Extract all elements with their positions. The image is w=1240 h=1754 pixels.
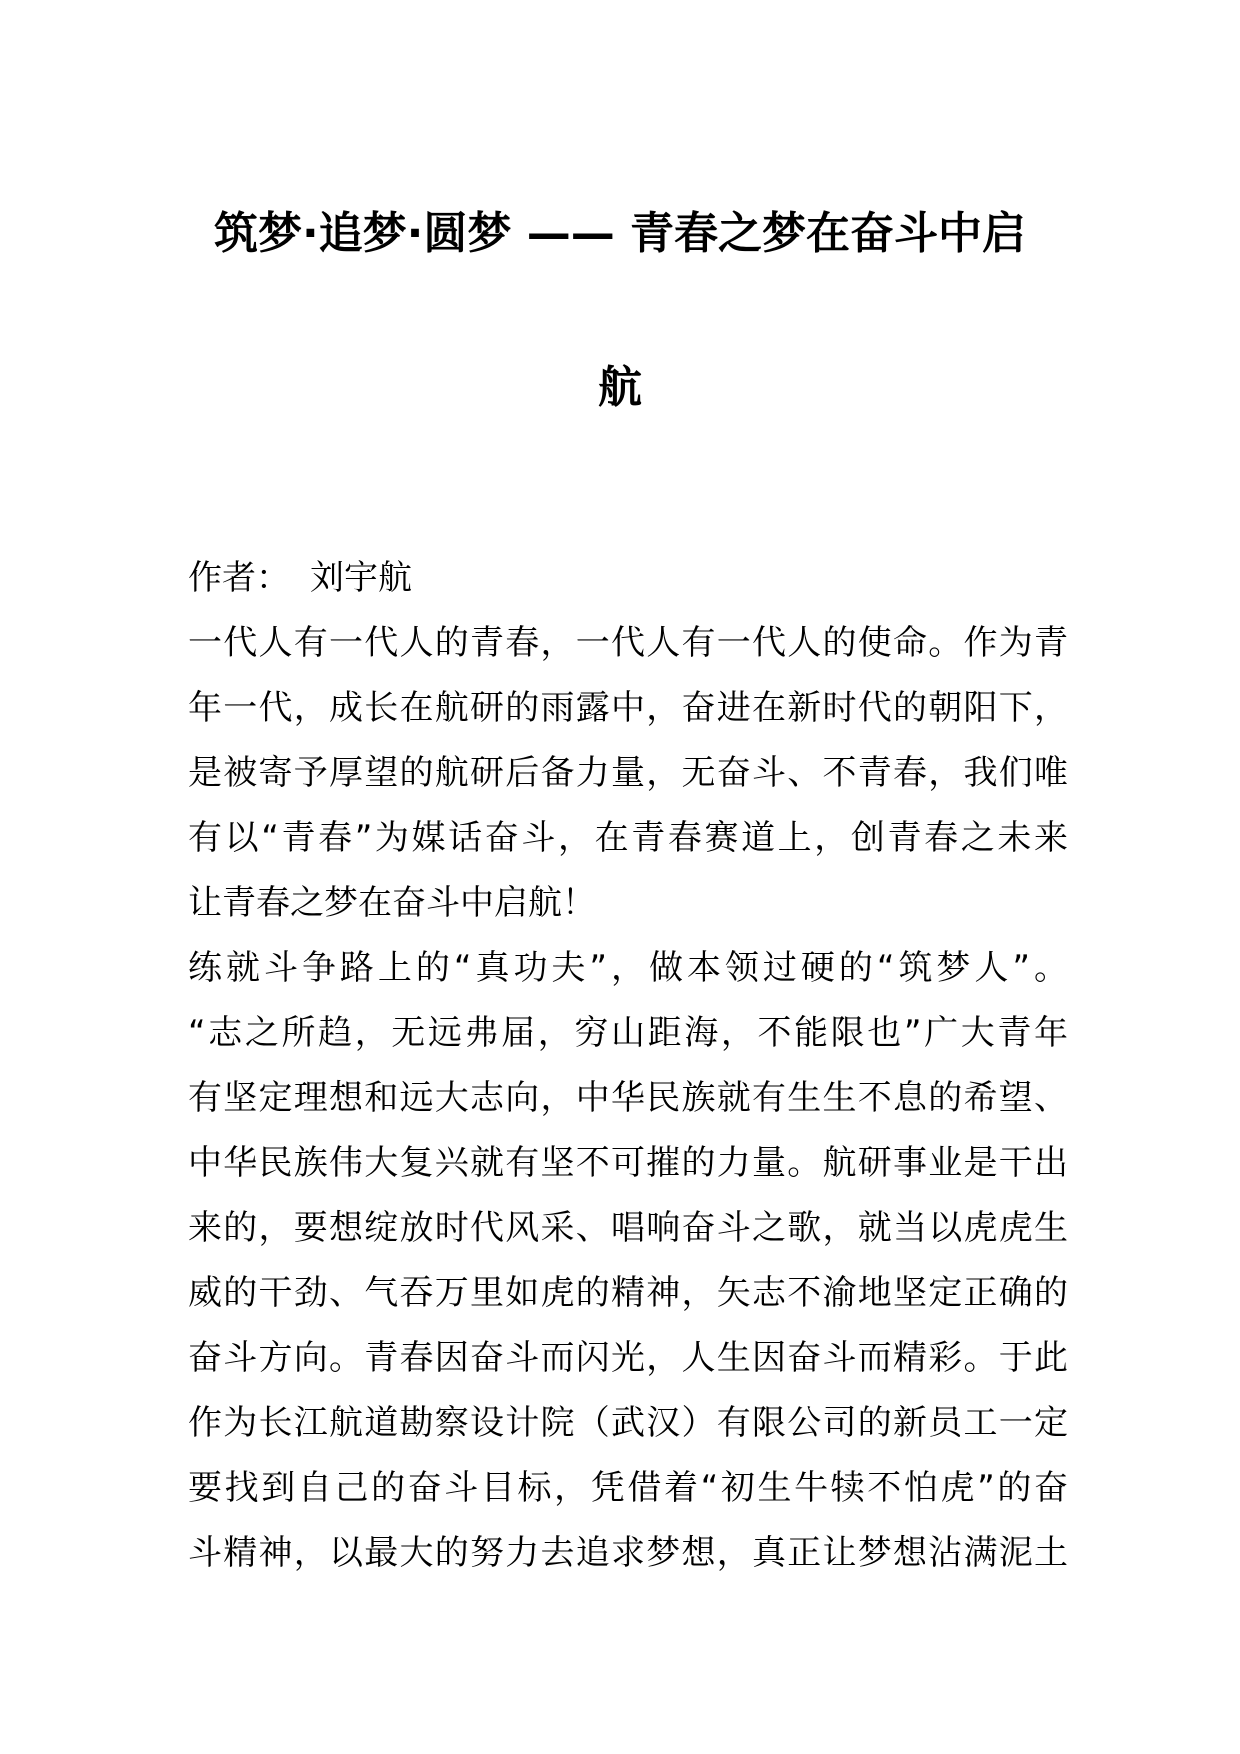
body-line: 年一代，成长在航研的雨露中，奋进在新时代的朝阳下， xyxy=(188,688,1068,728)
body-line: 是被寄予厚望的航研后备力量，无奋斗、不青春，我们唯 xyxy=(188,753,1068,793)
body-line: 练就斗争路上的“真功夫”，做本领过硬的“筑梦人”。 xyxy=(188,948,1068,988)
document-title-line-2: 航 xyxy=(598,362,642,413)
body-line: “志之所趋，无远弗届，穷山距海，不能限也”广大青年 xyxy=(188,1013,1068,1053)
body-line: 中华民族伟大复兴就有坚不可摧的力量。航研事业是干出 xyxy=(188,1143,1068,1183)
author-label: 作者： xyxy=(188,558,290,598)
body-line: 一代人有一代人的青春，一代人有一代人的使命。作为青 xyxy=(188,623,1068,663)
body-line: 让青春之梦在奋斗中启航！ xyxy=(188,883,596,923)
document-body xyxy=(188,546,1068,1586)
author-line xyxy=(188,546,1068,611)
body-line: 有坚定理想和远大志向，中华民族就有生生不息的希望、 xyxy=(188,1078,1068,1118)
body-line: 斗精神，以最大的努力去追求梦想，真正让梦想沾满泥土 xyxy=(188,1533,1068,1573)
body-line: 有以“青春”为媒话奋斗，在青春赛道上，创青春之未来 xyxy=(188,818,1068,858)
document-title-line-1: 筑梦·追梦·圆梦 —— 青春之梦在奋斗中启 xyxy=(213,208,1027,259)
body-line: 来的，要想绽放时代风采、唱响奋斗之歌，就当以虎虎生 xyxy=(188,1208,1068,1248)
body-line: 威的干劲、气吞万里如虎的精神，矢志不渝地坚定正确的 xyxy=(188,1273,1068,1313)
body-line: 奋斗方向。青春因奋斗而闪光，人生因奋斗而精彩。于此 xyxy=(188,1338,1068,1378)
author-name: 刘宇航 xyxy=(310,558,412,598)
body-line: 作为长江航道勘察设计院（武汉）有限公司的新员工一定 xyxy=(188,1403,1068,1443)
body-line: 要找到自己的奋斗目标，凭借着“初生牛犊不怕虎”的奋 xyxy=(188,1468,1068,1508)
